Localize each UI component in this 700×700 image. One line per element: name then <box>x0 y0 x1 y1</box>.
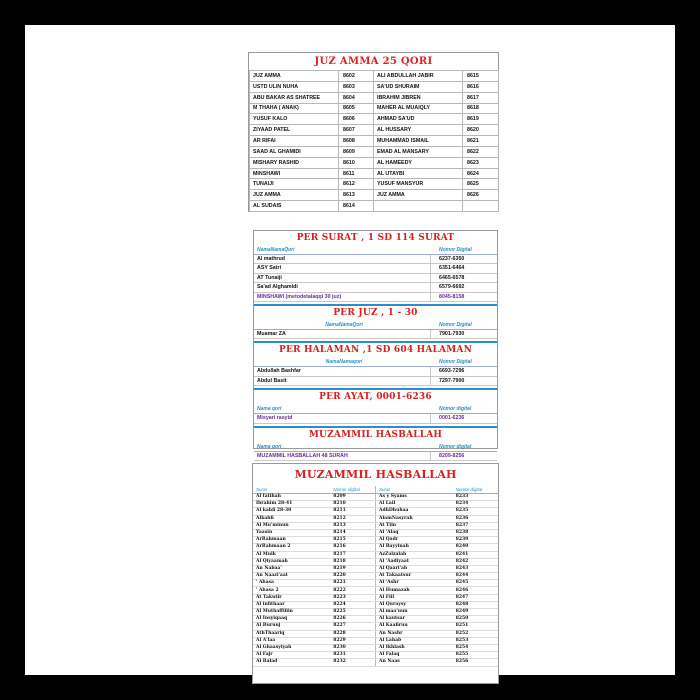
surah-code: 8218 <box>325 558 375 565</box>
surah-name: AthThaariq <box>253 630 325 637</box>
qori-code: 8604 <box>339 92 374 103</box>
qori-code: 8609 <box>339 146 374 157</box>
qori-name: ALI ABDULLAH JABIR <box>374 71 463 82</box>
qori-code: 8615 <box>463 71 499 82</box>
section-header-row <box>254 405 497 414</box>
surah-name: Alkahfi <box>253 515 325 522</box>
surah-code: 8215 <box>325 537 375 544</box>
surah-code: 8223 <box>325 594 375 601</box>
surah-name: Al maa'uun <box>375 609 447 616</box>
surah-code: 8229 <box>325 637 375 644</box>
qori-code: 8605 <box>339 103 374 114</box>
surah-code: 8213 <box>325 522 375 529</box>
surah-name: Al Buruuj <box>253 623 325 630</box>
qori-code: 8612 <box>339 179 374 190</box>
surah-name: Al Qaari'ah <box>375 565 447 572</box>
surah-name: An Naas <box>375 659 447 666</box>
qori-code: 8621 <box>463 136 499 147</box>
table-row <box>254 283 497 292</box>
table-row <box>250 136 499 147</box>
surah-code: 8255 <box>448 652 498 659</box>
surah-name: Al Balad <box>253 659 325 666</box>
table-row <box>253 551 498 558</box>
section-title: PER HALAMAN ,1 SD 604 HALAMAN <box>279 345 472 356</box>
surah-code: 8236 <box>448 515 498 522</box>
table-row <box>254 330 497 339</box>
surah-code: 8245 <box>448 580 498 587</box>
surah-name: Al Mu'minun <box>253 522 325 529</box>
qori-name: M THAHA ( ANAK) <box>250 103 339 114</box>
qori-name: EMAD AL MANSARY <box>374 146 463 157</box>
qori-name <box>374 201 463 212</box>
qori-section <box>254 343 497 390</box>
qori-section <box>254 390 497 427</box>
section-title: MUZAMMIL HASBALLAH <box>308 429 443 440</box>
surah-name: Al Lail <box>375 501 447 508</box>
qori-name: YUSUF MANSYUR <box>374 179 463 190</box>
surah-name: Al Ghaasyiyah <box>253 644 325 651</box>
section-title: PER JUZ , 1 - 30 <box>333 307 418 318</box>
qori-code: 8602 <box>339 71 374 82</box>
digital-header: Nomor digital <box>439 406 472 413</box>
digital-range: 6465-6578 <box>430 274 497 282</box>
qori-name: Sa'ad Alghamidi <box>257 284 298 291</box>
juz-amma-card <box>248 52 499 212</box>
table-row <box>250 114 499 125</box>
qori-name: MUHAMMAD ISMAIL <box>374 136 463 147</box>
surah-name: Al kautsar <box>375 616 447 623</box>
qori-name: YUSUF KALO <box>250 114 339 125</box>
table-row <box>253 652 498 659</box>
surah-name: An Naazi'aat <box>253 573 325 580</box>
qori-name: Misyari rasyid <box>257 415 293 422</box>
qori-code: 8607 <box>339 125 374 136</box>
qori-name: AL HAMEEDY <box>374 157 463 168</box>
surah-name: At Tiin <box>375 522 447 529</box>
surah-name: Al Quraysy <box>375 601 447 608</box>
surah-code: 8252 <box>448 630 498 637</box>
muzammil-title: MUZAMMIL HASBALLAH <box>294 468 457 481</box>
surah-name: ' Abasa 2 <box>253 587 325 594</box>
surah-name: ArRahmaan <box>253 537 325 544</box>
table-row <box>253 537 498 544</box>
table-row <box>253 529 498 536</box>
table-row <box>254 274 497 283</box>
surah-code: 8222 <box>325 587 375 594</box>
qori-name: SA'UD SHURAIM <box>374 81 463 92</box>
table-row <box>253 515 498 522</box>
surah-code: 8256 <box>448 659 498 666</box>
surah-name: As y Syams <box>375 494 447 501</box>
surah-code: 8209 <box>325 494 375 501</box>
section-header-row <box>254 358 497 367</box>
digital-header: Nomor Digital <box>439 321 472 328</box>
muzammil-surah-table <box>253 486 498 667</box>
qori-code: 8616 <box>463 81 499 92</box>
digital-range: 8045-8158 <box>430 293 497 301</box>
name-header: NamaNamaQori <box>325 321 363 328</box>
digital-header: Nomor digital <box>439 443 472 450</box>
juz-amma-title: JUZ AMMA 25 QORI <box>314 56 433 67</box>
qori-code: 8613 <box>339 190 374 201</box>
qori-name: AL SUDAIS <box>250 201 339 212</box>
qori-code: 8626 <box>463 190 499 201</box>
qori-name: JUZ AMMA <box>250 71 339 82</box>
table-row <box>250 103 499 114</box>
surah-code: 8214 <box>325 529 375 536</box>
section-header-row <box>254 443 497 452</box>
qori-code: 8620 <box>463 125 499 136</box>
surah-name: Ibrahim 28-41 <box>253 501 325 508</box>
table-row <box>250 168 499 179</box>
qori-code: 8603 <box>339 81 374 92</box>
qori-code: 8624 <box>463 168 499 179</box>
qori-name: AR RIFAI <box>250 136 339 147</box>
qori-section <box>254 428 497 465</box>
qori-name: JUZ AMMA <box>250 190 339 201</box>
surah-name: An Nabaa' <box>253 565 325 572</box>
surah-code: 8220 <box>325 573 375 580</box>
digital-header: Nomor Digital <box>439 359 472 366</box>
qori-name: Abdul Basit <box>257 377 287 384</box>
section-title: PER SURAT , 1 SD 114 SURAT <box>296 233 455 243</box>
surah-code: 8237 <box>448 522 498 529</box>
surah-name: ArRahmaan 2 <box>253 544 325 551</box>
table-row <box>254 452 497 461</box>
surah-code: 8238 <box>448 529 498 536</box>
qori-name: AT Tunaiji <box>257 274 282 281</box>
qori-name: MAHER AL MUAIQLY <box>374 103 463 114</box>
surah-code: 8211 <box>325 508 375 515</box>
surah-name: Al Qiyaamah <box>253 558 325 565</box>
table-row <box>253 580 498 587</box>
surah-name: Al Muthaffifiin <box>253 609 325 616</box>
surah-code: 8233 <box>448 494 498 501</box>
table-row <box>253 565 498 572</box>
qori-name: Muamar ZA <box>257 330 286 337</box>
surah-code: 8242 <box>448 558 498 565</box>
table-row <box>253 544 498 551</box>
qori-code: 8611 <box>339 168 374 179</box>
table-row <box>250 179 499 190</box>
surah-code: 8219 <box>325 565 375 572</box>
qori-name: Al mathrud <box>257 256 285 262</box>
table-row <box>253 637 498 644</box>
surah-name: Al Falaq <box>375 652 447 659</box>
table-row <box>250 71 499 82</box>
surah-code: 8235 <box>448 508 498 515</box>
qori-name: ASY Satri <box>257 265 282 272</box>
qori-code: 8618 <box>463 103 499 114</box>
surat-header: Surat <box>375 486 447 494</box>
table-row <box>253 623 498 630</box>
digital-range: 6693-7296 <box>430 367 497 375</box>
qori-section <box>254 231 497 306</box>
surah-name: Al fatihah <box>253 494 325 501</box>
qori-name: MINSHAWI (metodetalaqqi 30 juz) <box>257 293 342 300</box>
surah-name: Al Fiil <box>375 594 447 601</box>
qori-name: JUZ AMMA <box>374 190 463 201</box>
surah-name: At Takaatsur <box>375 573 447 580</box>
digital-range: 6237-6350 <box>430 255 497 263</box>
table-row <box>254 367 497 376</box>
qori-name: MUZAMMIL HASBALLAH 48 SURAH <box>257 452 348 459</box>
name-header: NamaNamaqori <box>325 359 363 366</box>
name-header: Nama qori <box>257 443 282 450</box>
surah-code: 8210 <box>325 501 375 508</box>
surah-name: Al Insyiqaaq <box>253 616 325 623</box>
table-row <box>253 659 498 666</box>
qori-code: 8622 <box>463 146 499 157</box>
surah-code: 8227 <box>325 623 375 630</box>
surah-code: 8224 <box>325 601 375 608</box>
table-row <box>254 264 497 273</box>
table-row <box>253 494 498 501</box>
table-row <box>253 594 498 601</box>
table-row <box>250 125 499 136</box>
surah-code: 8232 <box>325 659 375 666</box>
digital-range: 6579-6692 <box>430 283 497 291</box>
section-title: PER AYAT, 0001-6236 <box>319 392 432 403</box>
surah-code: 8241 <box>448 551 498 558</box>
surah-name: Al kahfi 28-30 <box>253 508 325 515</box>
surah-code: 8239 <box>448 537 498 544</box>
surah-code: 8240 <box>448 544 498 551</box>
qori-code: 8608 <box>339 136 374 147</box>
qori-name: AHMAD SA'UD <box>374 114 463 125</box>
digital-header: Nomor Digital <box>439 247 472 253</box>
qori-code <box>463 201 499 212</box>
digital-header: Nomor digital <box>325 486 375 494</box>
table-row <box>250 92 499 103</box>
surat-header: Surat <box>253 486 325 494</box>
digital-range: 8209-8256 <box>430 452 497 460</box>
surah-code: 8234 <box>448 501 498 508</box>
qori-name: ZIYAAD PATEL <box>250 125 339 136</box>
surah-code: 8221 <box>325 580 375 587</box>
surah-code: 8230 <box>325 644 375 651</box>
qori-section <box>254 306 497 343</box>
table-row <box>250 81 499 92</box>
qori-code: 8606 <box>339 114 374 125</box>
surah-code: 8246 <box>448 587 498 594</box>
name-header: NamaNamaQori <box>257 247 295 253</box>
table-header-row <box>253 486 498 494</box>
qori-name: Abdullah Bashfar <box>257 368 301 375</box>
surah-code: 8217 <box>325 551 375 558</box>
juz-amma-table <box>249 70 499 212</box>
surah-code: 8247 <box>448 594 498 601</box>
qori-name: ABU BAKAR AS SHATREE <box>250 92 339 103</box>
surah-name: Al 'Ashr <box>375 580 447 587</box>
table-row <box>250 146 499 157</box>
table-row <box>253 630 498 637</box>
surah-name: Al 'Alaq <box>375 529 447 536</box>
qori-name: MINSHAWI <box>250 168 339 179</box>
qori-code: 8619 <box>463 114 499 125</box>
qori-code: 8623 <box>463 157 499 168</box>
surah-code: 8254 <box>448 644 498 651</box>
surah-code: 8226 <box>325 616 375 623</box>
qori-name: IBRAHIM JIBREN <box>374 92 463 103</box>
surah-name: An Nashr <box>375 630 447 637</box>
surah-name: Al 'Aadiyaat <box>375 558 447 565</box>
surah-code: 8216 <box>325 544 375 551</box>
surah-name: AlamNasyrah <box>375 515 447 522</box>
table-row <box>253 508 498 515</box>
qori-code: 8617 <box>463 92 499 103</box>
digital-range: 7297-7900 <box>430 377 497 385</box>
table-row <box>254 293 497 302</box>
table-row <box>253 501 498 508</box>
table-row <box>254 255 497 264</box>
surah-code: 8249 <box>448 609 498 616</box>
digital-header: Nomor digital <box>448 486 498 494</box>
section-header-row <box>254 246 497 255</box>
surah-name: AzZalzalah <box>375 551 447 558</box>
surah-name: Al A'laa <box>253 637 325 644</box>
qori-name: TUNAIJI <box>250 179 339 190</box>
qori-name: SAAD AL GHAMIDI <box>250 146 339 157</box>
digital-range: 6351-6464 <box>430 264 497 272</box>
table-row <box>253 644 498 651</box>
table-row <box>253 522 498 529</box>
qori-name: AL HUSSARY <box>374 125 463 136</box>
qori-name: USTD ULIN NUHA <box>250 81 339 92</box>
surah-code: 8253 <box>448 637 498 644</box>
surah-code: 8243 <box>448 565 498 572</box>
surah-name: Al Kaafiruu <box>375 623 447 630</box>
surah-name: Al Mulk <box>253 551 325 558</box>
table-row <box>253 573 498 580</box>
table-row <box>250 190 499 201</box>
table-row <box>253 616 498 623</box>
surah-code: 8250 <box>448 616 498 623</box>
surah-name: Yaasin <box>253 529 325 536</box>
surah-code: 8244 <box>448 573 498 580</box>
surah-name: ' Abasa <box>253 580 325 587</box>
surah-name: Al Ikhlash <box>375 644 447 651</box>
table-row <box>250 157 499 168</box>
table-row <box>253 601 498 608</box>
surah-name: Al Bayyinah <box>375 544 447 551</box>
surah-name: Al Qadr <box>375 537 447 544</box>
surah-name: Al Humazah <box>375 587 447 594</box>
surah-name: Al infithaar <box>253 601 325 608</box>
qori-list-card <box>253 230 498 459</box>
surah-name: Al Fajr <box>253 652 325 659</box>
page-background <box>25 25 675 675</box>
muzammil-surah-card <box>252 463 499 684</box>
qori-code: 8625 <box>463 179 499 190</box>
digital-range: 0001-6236 <box>430 414 497 422</box>
surah-code: 8248 <box>448 601 498 608</box>
table-row <box>253 609 498 616</box>
digital-range: 7901-7930 <box>430 330 497 338</box>
surah-name: At Takwiir <box>253 594 325 601</box>
surah-name: Al Lahab <box>375 637 447 644</box>
qori-code: 8614 <box>339 201 374 212</box>
table-row <box>253 587 498 594</box>
surah-code: 8228 <box>325 630 375 637</box>
table-row <box>253 558 498 565</box>
table-row <box>254 377 497 386</box>
section-header-row <box>254 321 497 330</box>
surah-code: 8251 <box>448 623 498 630</box>
name-header: Nama qori <box>257 406 282 413</box>
surah-name: AdhDhuhaa <box>375 508 447 515</box>
qori-name: MISHARY RASHID <box>250 157 339 168</box>
surah-code: 8231 <box>325 652 375 659</box>
surah-code: 8225 <box>325 609 375 616</box>
table-row <box>250 201 499 212</box>
surah-code: 8212 <box>325 515 375 522</box>
table-row <box>254 414 497 423</box>
qori-code: 8610 <box>339 157 374 168</box>
qori-name: AL UTAYBI <box>374 168 463 179</box>
